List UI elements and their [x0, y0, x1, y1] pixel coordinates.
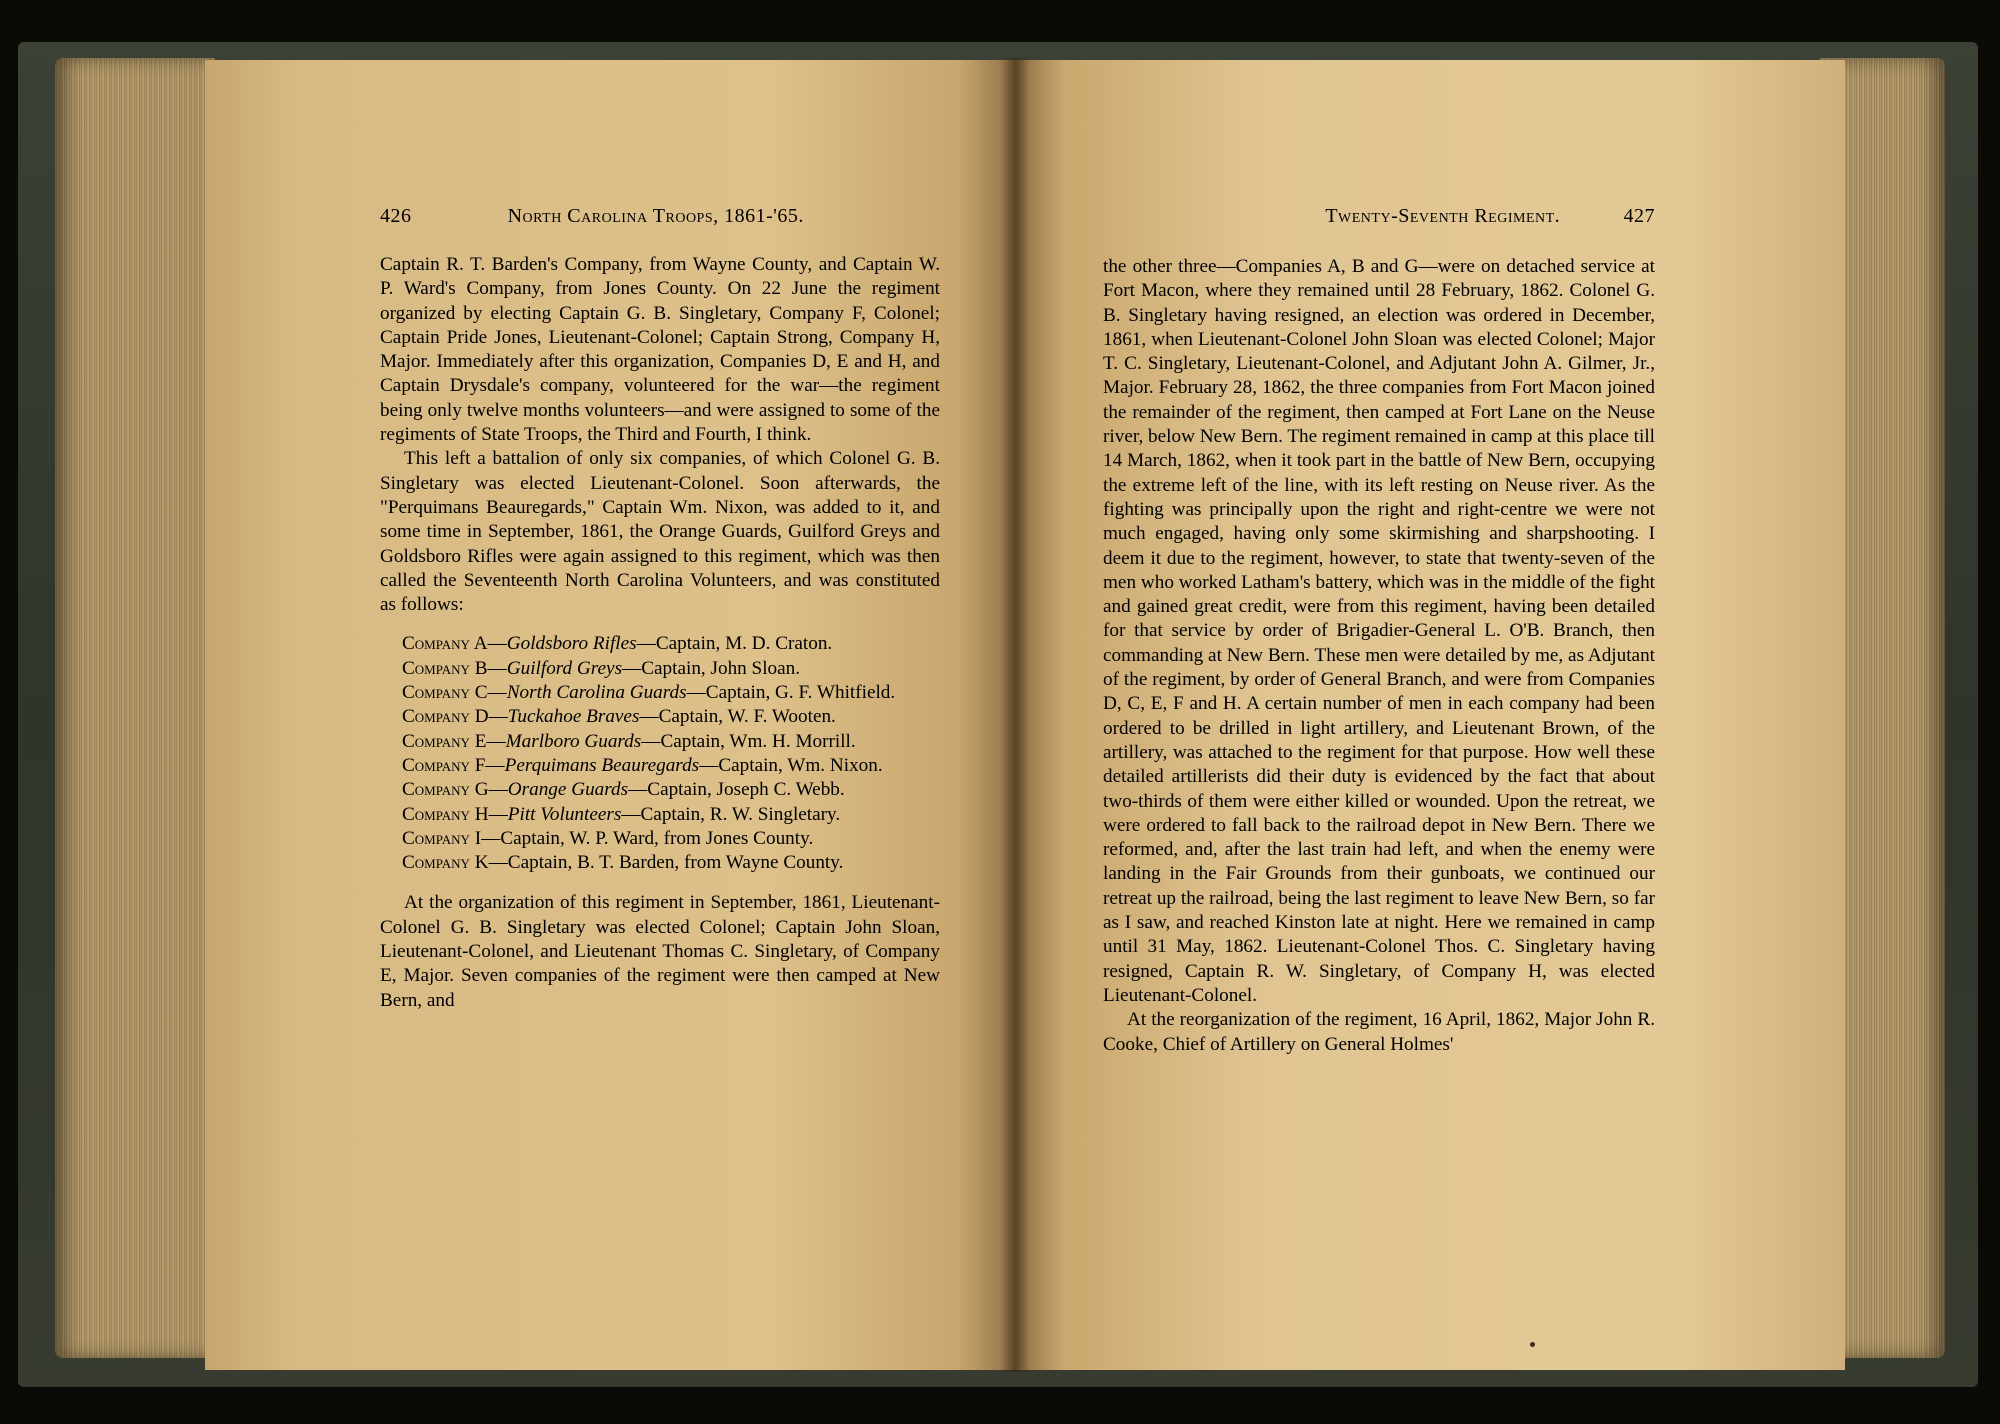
- right-page-number: 427: [1623, 205, 1655, 227]
- company-entry-g: Company G—Orange Guards—Captain, Joseph C. Webb.: [402, 779, 845, 801]
- left-page-number: 426: [380, 205, 412, 227]
- left-page-edges: [55, 58, 215, 1358]
- company-entry-h: Company H—Pitt Volunteers—Captain, R. W. Singletary.: [402, 803, 841, 825]
- company-entry-d: Company D—Tuckahoe Braves—Captain, W. F. Wooten.: [402, 706, 836, 728]
- company-entry-i: Company I—Captain, W. P. Ward, from Jones County.: [402, 827, 814, 849]
- left-paragraph-3: At the organization of this regiment in September, 1861, Lieutenant-Colonel G. B. Singletary was elected Colonel; Captain John Sloan, Lieutenant-Colonel, and Lieutenant Thomas C. Singletary, of Company E, Major. Seven companies of the regiment were then camped at New Bern, and: [380, 892, 940, 1011]
- company-entry-c: Company C—North Carolina Guards—Captain, G. F. Whitfield.: [402, 682, 896, 704]
- left-page-body: [380, 253, 940, 1013]
- left-paragraph-1: Captain R. T. Barden's Company, from Wayne County, and Captain W. P. Ward's Company, from Jones County. On 22 June the regiment organized by electing Captain G. B. Singletary, Company F, Colonel; Captain Pride Jones, Lieutenant-Colonel; Captain Strong, Company H, Major. Immediately after this organization, Companies D, E and H, and Captain Drysdale's company, volunteered for the war—the regiment being only twelve months volunteers—and were assigned to some of the regiments of State Troops, the Third and Fourth, I think.: [380, 254, 940, 446]
- right-page-body: [1103, 255, 1655, 1057]
- right-paragraph-1: the other three—Companies A, B and G—were on detached service at Fort Macon, where they remained until 28 February, 1862. Colonel G. B. Singletary having resigned, an election was ordered in December, 1861, when Lieutenant-Colonel John Sloan was elected Colonel; Major T. C. Singletary, Lieutenant-Colonel, and Adjutant John A. Gilmer, Jr., Major. February 28, 1862, the three companies from Fort Macon joined the remainder of the regiment, then camped at Fort Lane on the Neuse river, below New Bern. The regiment remained in camp at this place till 14 March, 1862, when it took part in the battle of New Bern, occupying the extreme left of the line, with its left resting on Neuse river. As the fighting was principally upon the right and right-centre we were not much engaged, having only some skirmishing and sharpshooting. I deem it due to the regiment, however, to state that twenty-seven of the men who worked Latham's battery, which was in the middle of the fight and gained great credit, were from this regiment, having been detailed for that service by order of Brigadier-General L. O'B. Branch, then commanding at New Bern. These men were detailed by me, as Adjutant of the regiment, by order of General Branch, and were from Companies D, C, E, F and H. A certain number of men in each company had been ordered to be drilled in light artillery, and Lieutenant Brown, of the artillery, was attached to the regiment for that purpose. How well these detailed artillerists did their duty is evidenced by the fact that about two-thirds of them were either killed or wounded. Upon the retreat, we were ordered to fall back to the railroad depot in New Bern. There we reformed, and, after the last train had left, and when the enemy were landing in the Fair Grounds from their gunboats, we continued our retreat up the railroad, being the last regiment to leave New Bern, so far as I saw, and reached Kinston late at night. Here we remained in camp until 31 May, 1862. Lieutenant-Colonel Thos. C. Singletary having resigned, Captain R. W. Singletary, of Company H, was elected Lieutenant-Colonel.: [1103, 256, 1655, 1006]
- company-entry-k: Company K—Captain, B. T. Barden, from Wayne County.: [402, 852, 844, 874]
- book-gutter: [1000, 58, 1030, 1372]
- left-paragraph-2: This left a battalion of only six companies, of which Colonel G. B. Singletary was elected Lieutenant-Colonel. Soon afterwards, the "Perquimans Beauregards," Captain Wm. Nixon, was added to it, and some time in September, 1861, the Orange Guards, Guilford Greys and Goldsboro Rifles were again assigned to this regiment, which was then called the Seventeenth North Carolina Volunteers, and was constituted as follows:: [380, 448, 940, 616]
- ink-speck: [1530, 1342, 1535, 1347]
- company-entry-b: Company B—Guilford Greys—Captain, John Sloan.: [402, 657, 801, 679]
- left-running-head: [380, 205, 940, 231]
- company-roster: [380, 632, 940, 875]
- company-entry-a: Company A—Goldsboro Rifles—Captain, M. D. Craton.: [402, 633, 833, 655]
- right-running-title: Twenty-Seventh Regiment.: [1325, 205, 1561, 227]
- company-entry-e: Company E—Marlboro Guards—Captain, Wm. H. Morrill.: [402, 730, 856, 752]
- right-running-head: [1222, 205, 1655, 231]
- left-running-title: North Carolina Troops, 1861-'65.: [507, 205, 804, 227]
- right-paragraph-2: At the reorganization of the regiment, 16 April, 1862, Major John R. Cooke, Chief of Artillery on General Holmes': [1103, 1009, 1655, 1055]
- company-entry-f: Company F—Perquimans Beauregards—Captain, Wm. Nixon.: [402, 754, 883, 776]
